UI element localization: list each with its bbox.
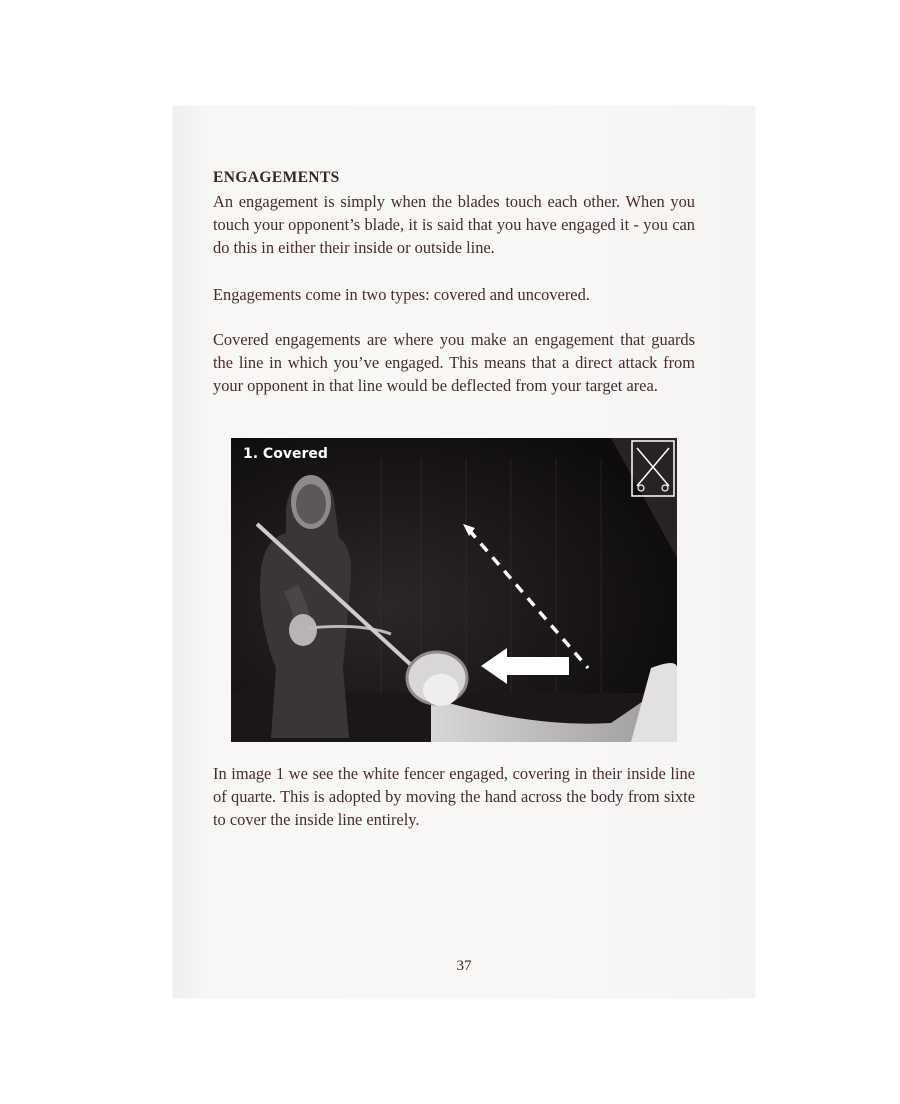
fencing-photo-figure bbox=[231, 438, 677, 742]
section-heading: ENGAGEMENTS bbox=[213, 169, 340, 186]
figure-label: 1. Covered bbox=[243, 446, 328, 462]
fencing-photo bbox=[231, 438, 677, 742]
paragraph-engagement-definition: An engagement is simply when the blades touch each other. When you touch your opponent’s blade, it is said that you have engaged it - you can do this in either their inside or outside line. bbox=[213, 192, 695, 257]
paragraph-engagement-types: Engagements come in two types: covered and uncovered. bbox=[213, 285, 590, 304]
book-page bbox=[173, 106, 755, 998]
page-number: 37 bbox=[456, 958, 472, 974]
paragraph-image-description: In image 1 we see the white fencer engaged, covering in their inside line of quarte. This is adopted by moving the hand across the body from sixte to cover the inside line entirely. bbox=[213, 764, 695, 829]
paragraph-covered-engagements: Covered engagements are where you make an engagement that guards the line in which you’ve engaged. This means that a direct attack from your opponent in that line would be deflected from your target area. bbox=[213, 330, 695, 395]
